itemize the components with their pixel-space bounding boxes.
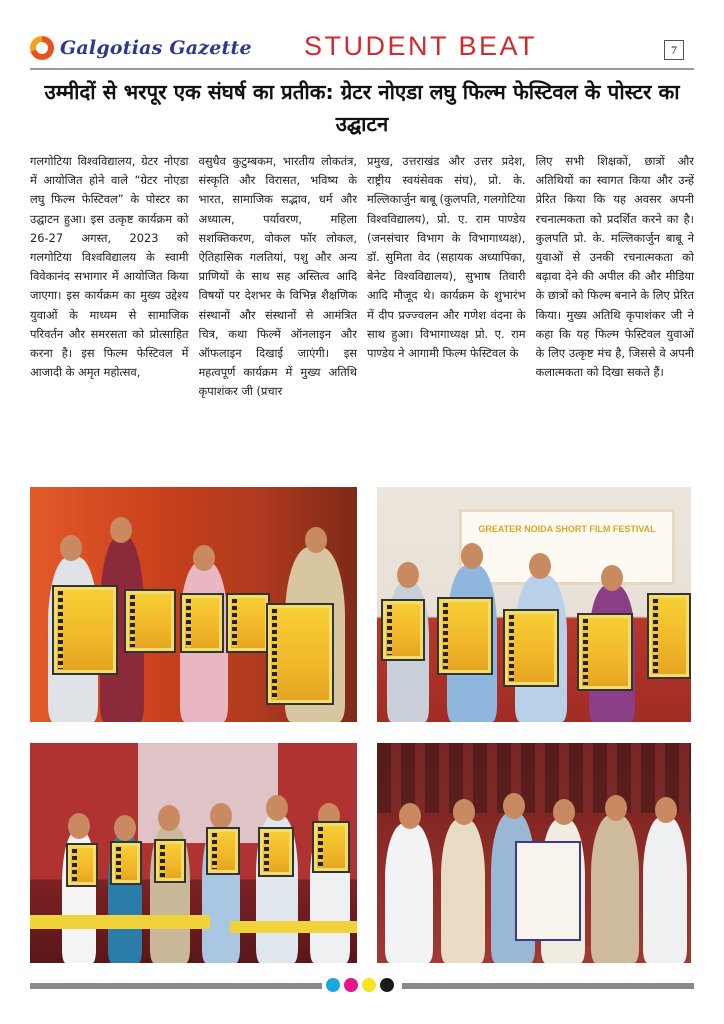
page-number: 7	[664, 40, 684, 60]
festival-poster	[154, 839, 186, 883]
person-head	[399, 803, 421, 829]
yellow-dot-icon	[362, 978, 376, 992]
section-title: STUDENT BEAT	[304, 31, 538, 61]
festival-poster	[206, 827, 240, 875]
festival-poster	[52, 585, 118, 675]
person-head	[461, 543, 483, 569]
festival-poster	[258, 827, 294, 877]
article-column-4: लिए सभी शिक्षकों, छात्रों और अतिथियों का स्वागत किया और उन्हें प्रेरित किया कि यह अवसर अपनी रचनात्मकता को प्रदर्शित करने का है। कुलपति प्रो. के. मल्लिकार्जुन बाबू ने युवाओं से उनकी रचनात्मकता को बढ़ावा देने की अपील की और मीडिया के छात्रों को फिल्म बनाने के लिए प्रेरित किया। मुख्य अतिथि कृपाशंकर जी ने कहा कि यह फिल्म फेस्टिवल युवाओं के लिए उत्कृष्ट मंच है, जिससे वे अपनी कलात्मकता को दिखा सकते हैं।	[535, 154, 694, 380]
person-head	[503, 793, 525, 819]
festival-poster	[66, 843, 98, 887]
festival-poster	[226, 593, 270, 653]
stage-table	[230, 921, 357, 933]
audience-area	[377, 743, 691, 813]
person-head	[110, 517, 132, 543]
gazette-logo	[30, 36, 252, 60]
person-head	[601, 565, 623, 591]
person-head	[68, 813, 90, 839]
article-column-3: प्रमुख, उत्तराखंड और उत्तर प्रदेश, राष्ट्रीय स्वयंसेवक संघ), प्रो. के. मल्लिकार्जुन बाबू (कुलपति, गलगोटिया विश्वविद्यालय), प्रो. ए. राम पाण्डेय (जनसंचार विभाग के विभागाध्यक्ष), डॉ. सुमिता वेद (सहायक अध्यापिका, बेनेट विश्वविद्यालय), सुभाष तिवारी आदि मौजूद थे। कार्यक्रम के शुभारंभ में दीप प्रज्ज्वलन और गणेश वंदना के साथ हुआ। विभागाध्यक्ष प्रो. ए. राम पाण्डेय ने आगामी फिल्म फेस्टिवल के	[367, 154, 526, 361]
person-head	[397, 562, 419, 588]
header-rule	[30, 68, 694, 70]
person	[643, 817, 687, 963]
festival-poster	[266, 603, 334, 705]
festival-poster	[381, 599, 425, 661]
person-head	[193, 545, 215, 571]
logo-text: Galgotias Gazette	[60, 37, 252, 59]
footer-bar-right	[402, 983, 694, 989]
article-body	[30, 152, 694, 452]
cyan-dot-icon	[326, 978, 340, 992]
festival-poster	[180, 593, 224, 653]
festival-poster	[503, 609, 559, 687]
person	[441, 819, 485, 963]
festival-poster	[124, 589, 176, 653]
festival-poster	[647, 593, 691, 679]
person-head	[553, 799, 575, 825]
article-column-2: वसुधैव कुटुम्बकम, भारतीय लोकतंत्र, संस्कृति और विरासत, भविष्य के भारत, सामाजिक सद्भाव, धर्म और अध्यात्म, पर्यावरण, महिला सशक्तिकरण, वोकल फॉर लोकल, ऐतिहासिक गलतियां, पशु और अन्य प्राणियों के साथ सह अस्तित्व आदि विषयों पर देशभर के विभिन्न शैक्षणिक संस्थानों और संस्थानों से आमंत्रित चित्र, कथा फिल्में ऑनलाइन और ऑफलाइन दिखाई जाएंगी। इस महत्वपूर्ण कार्यक्रम में मुख्य अतिथि कृपाशंकर जी (प्रचार	[198, 154, 357, 399]
person-head	[210, 803, 232, 829]
stage-table	[30, 915, 210, 929]
person-head	[655, 797, 677, 823]
person	[385, 823, 433, 963]
article-headline: उम्मीदों से भरपूर एक संघर्ष का प्रतीक: ग्रेटर नोएडा लघु फिल्म फेस्टिवल के पोस्टर का उद्घाटन	[44, 80, 680, 136]
event-photo-3	[30, 743, 357, 963]
festival-poster	[577, 613, 633, 691]
footer-bar-left	[30, 983, 322, 989]
event-photo-1	[30, 487, 357, 722]
person	[591, 815, 639, 963]
festival-poster	[110, 841, 142, 885]
person-head	[60, 535, 82, 561]
galgotias-logo-icon	[30, 36, 54, 60]
article-column-1: गलगोटिया विश्वविद्यालय, ग्रेटर नोएडा में आयोजित होने वाले “ग्रेटर नोएडा लघु फिल्म फेस्टिवल” के पोस्टर का उद्घाटन हुआ। इस उत्कृष्ट कार्यक्रम को 26-27 अगस्त, 2023 को गलगोटिया विश्वविद्यालय के स्वामी विवेकानंद सभागार में आयोजित किया जाएगा। इस कार्यक्रम का मुख्य उद्देश्य युवाओं के माध्यम से सामाजिक परिवर्तन और समरसता को प्रोत्साहित करना है। इस फिल्म फेस्टिवल में आजादी के अमृत महोत्सव,	[30, 154, 189, 380]
event-photo-4	[377, 743, 691, 963]
person-head	[453, 799, 475, 825]
black-dot-icon	[380, 978, 394, 992]
banner-text: GREATER NOIDA SHORT FILM FESTIVAL	[478, 524, 656, 534]
person-head	[305, 527, 327, 553]
person-head	[266, 795, 288, 821]
person-head	[605, 795, 627, 821]
person-head	[158, 805, 180, 831]
person-head	[529, 553, 551, 579]
festival-standee	[515, 841, 581, 941]
festival-poster	[437, 597, 493, 675]
page-header	[30, 31, 694, 68]
festival-poster	[312, 821, 350, 873]
person-head	[114, 815, 136, 841]
event-photo-2	[377, 487, 691, 722]
festival-banner	[459, 509, 675, 585]
magenta-dot-icon	[344, 978, 358, 992]
